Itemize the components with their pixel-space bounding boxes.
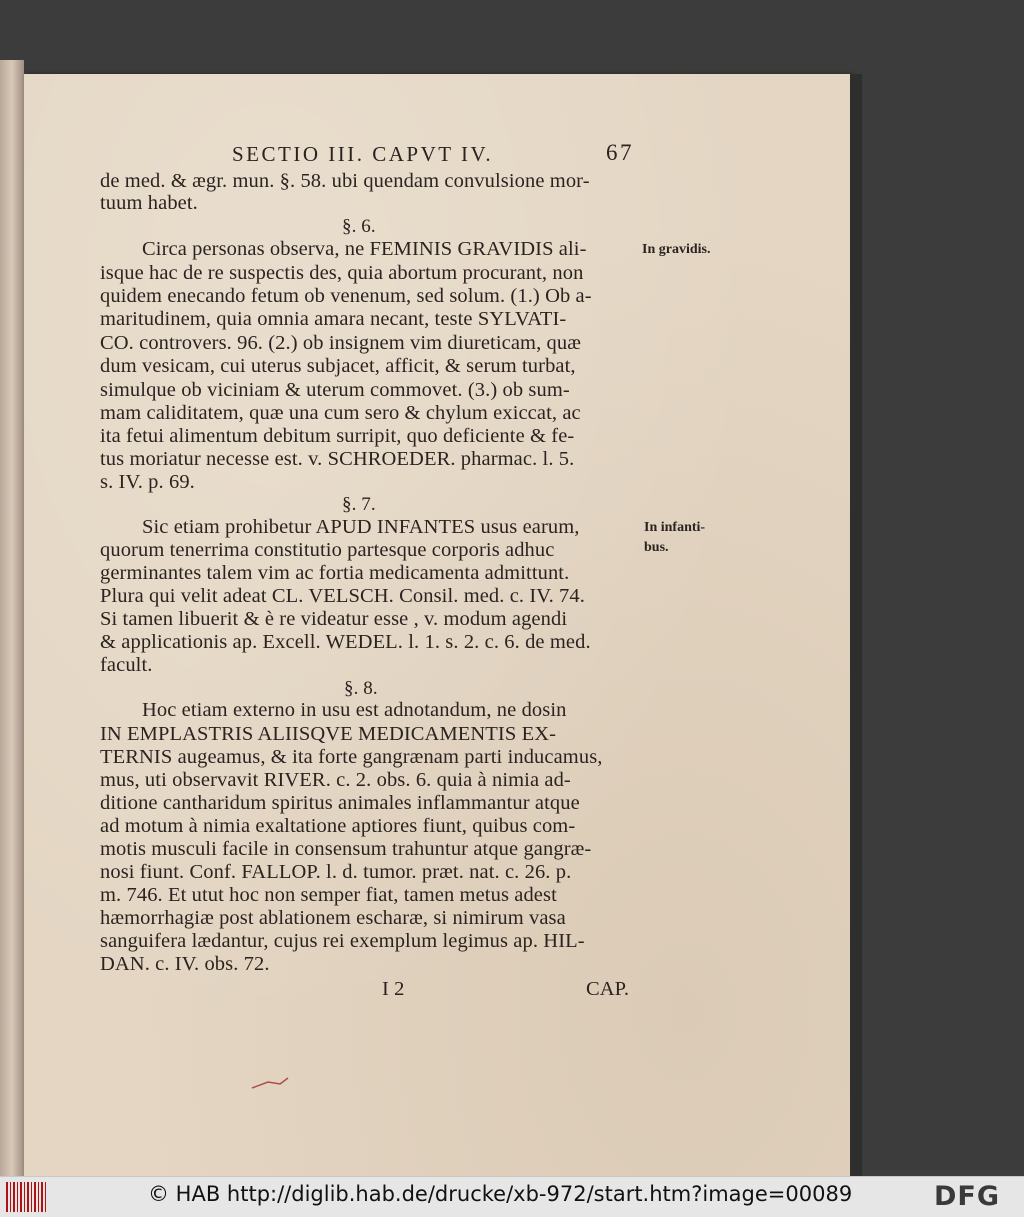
book-page xyxy=(24,74,850,1176)
text-line: nosi fiunt. Conf. FALLOP. l. d. tumor. præt. nat. c. 26. p. xyxy=(100,861,572,883)
text-line: mam caliditatem, quæ una cum sero & chylum exiccat, ac xyxy=(100,402,581,424)
text-line: Circa personas observa, ne FEMINIS GRAVIDIS ali- xyxy=(142,238,587,260)
text-line: Hoc etiam externo in usu est adnotandum, ne dosin xyxy=(142,699,567,721)
footer-bar xyxy=(0,1176,1024,1217)
barcode-icon xyxy=(6,1182,46,1212)
text-line: IN EMPLASTRIS ALIISQVE MEDICAMENTIS EX- xyxy=(100,723,557,745)
margin-note: In gravidis. xyxy=(642,242,711,257)
text-line: de med. & ægr. mun. §. 58. ubi quendam convulsione mor- xyxy=(100,170,590,192)
text-line: facult. xyxy=(100,654,153,676)
text-line: DAN. c. IV. obs. 72. xyxy=(100,953,270,975)
margin-note: bus. xyxy=(644,540,669,555)
text-line: tus moriatur necesse est. v. SCHROEDER. pharmac. l. 5. xyxy=(100,448,575,470)
text-line: germinantes talem vim ac fortia medicamenta admittunt. xyxy=(100,562,570,584)
text-line: Si tamen libuerit & è re videatur esse , v. modum agendi xyxy=(100,608,568,630)
catchword: CAP. xyxy=(586,978,630,1000)
text-line: m. 746. Et utut hoc non semper fiat, tamen metus adest xyxy=(100,884,557,906)
text-line: motis musculi facile in consensum trahuntur atque gangræ- xyxy=(100,838,592,860)
text-line: ditione cantharidum spiritus animales inflammantur atque xyxy=(100,792,580,814)
text-line: maritudinem, quia omnia amara necant, teste SYLVATI- xyxy=(100,308,567,330)
text-line: ita fetui alimentum debitum surripit, quo deficiente & fe- xyxy=(100,425,575,447)
text-line: & applicationis ap. Excell. WEDEL. l. 1. s. 2. c. 6. de med. xyxy=(100,631,591,653)
text-line: quorum tenerrima constitutio partesque corporis adhuc xyxy=(100,539,555,561)
text-line: quidem enecando fetum ob venenum, sed solum. (1.) Ob a- xyxy=(100,285,592,307)
text-line: mus, uti observavit RIVER. c. 2. obs. 6. quia à nimia ad- xyxy=(100,769,571,791)
text-line: CO. controvers. 96. (2.) ob insignem vim diureticam, quæ xyxy=(100,332,582,354)
running-head: SECTIO III. CAPVT IV. xyxy=(232,142,494,166)
text-line: isque hac de re suspectis des, quia abortum procurant, non xyxy=(100,262,584,284)
text-line: s. IV. p. 69. xyxy=(100,471,195,493)
text-line: sanguifera lædantur, cujus rei exemplum legimus ap. HIL- xyxy=(100,930,585,952)
text-line: ad motum à nimia exaltatione aptiores fiunt, quibus com- xyxy=(100,815,576,837)
page-number: 67 xyxy=(606,140,634,165)
text-line: Plura qui velit adeat CL. VELSCH. Consil. med. c. IV. 74. xyxy=(100,585,585,607)
section-heading: §. 6. xyxy=(342,216,376,237)
section-heading: §. 7. xyxy=(342,494,376,515)
text-line: hæmorrhagiæ post ablationem escharæ, si nimirum vasa xyxy=(100,907,566,929)
section-heading: §. 8. xyxy=(344,678,378,699)
text-line: dum vesicam, cui uterus subjacet, afficit, & serum turbat, xyxy=(100,355,576,377)
text-line: TERNIS augeamus, & ita forte gangrænam parti inducamus, xyxy=(100,746,603,768)
text-line: tuum habet. xyxy=(100,192,198,214)
text-line: Sic etiam prohibetur APUD INFANTES usus earum, xyxy=(142,516,580,538)
signature-mark: I 2 xyxy=(382,978,405,1000)
text-line: simulque ob viciniam & uterum commovet. (3.) ob sum- xyxy=(100,379,570,401)
previous-page-edge xyxy=(0,60,24,1176)
margin-note: In infanti- xyxy=(644,520,706,535)
ink-mark xyxy=(250,1074,290,1094)
dfg-logo: DFG xyxy=(934,1181,1001,1212)
page-edge xyxy=(850,74,862,1176)
copyright-link[interactable]: © HAB http://diglib.hab.de/drucke/xb-972/start.htm?image=00089 xyxy=(148,1182,853,1206)
